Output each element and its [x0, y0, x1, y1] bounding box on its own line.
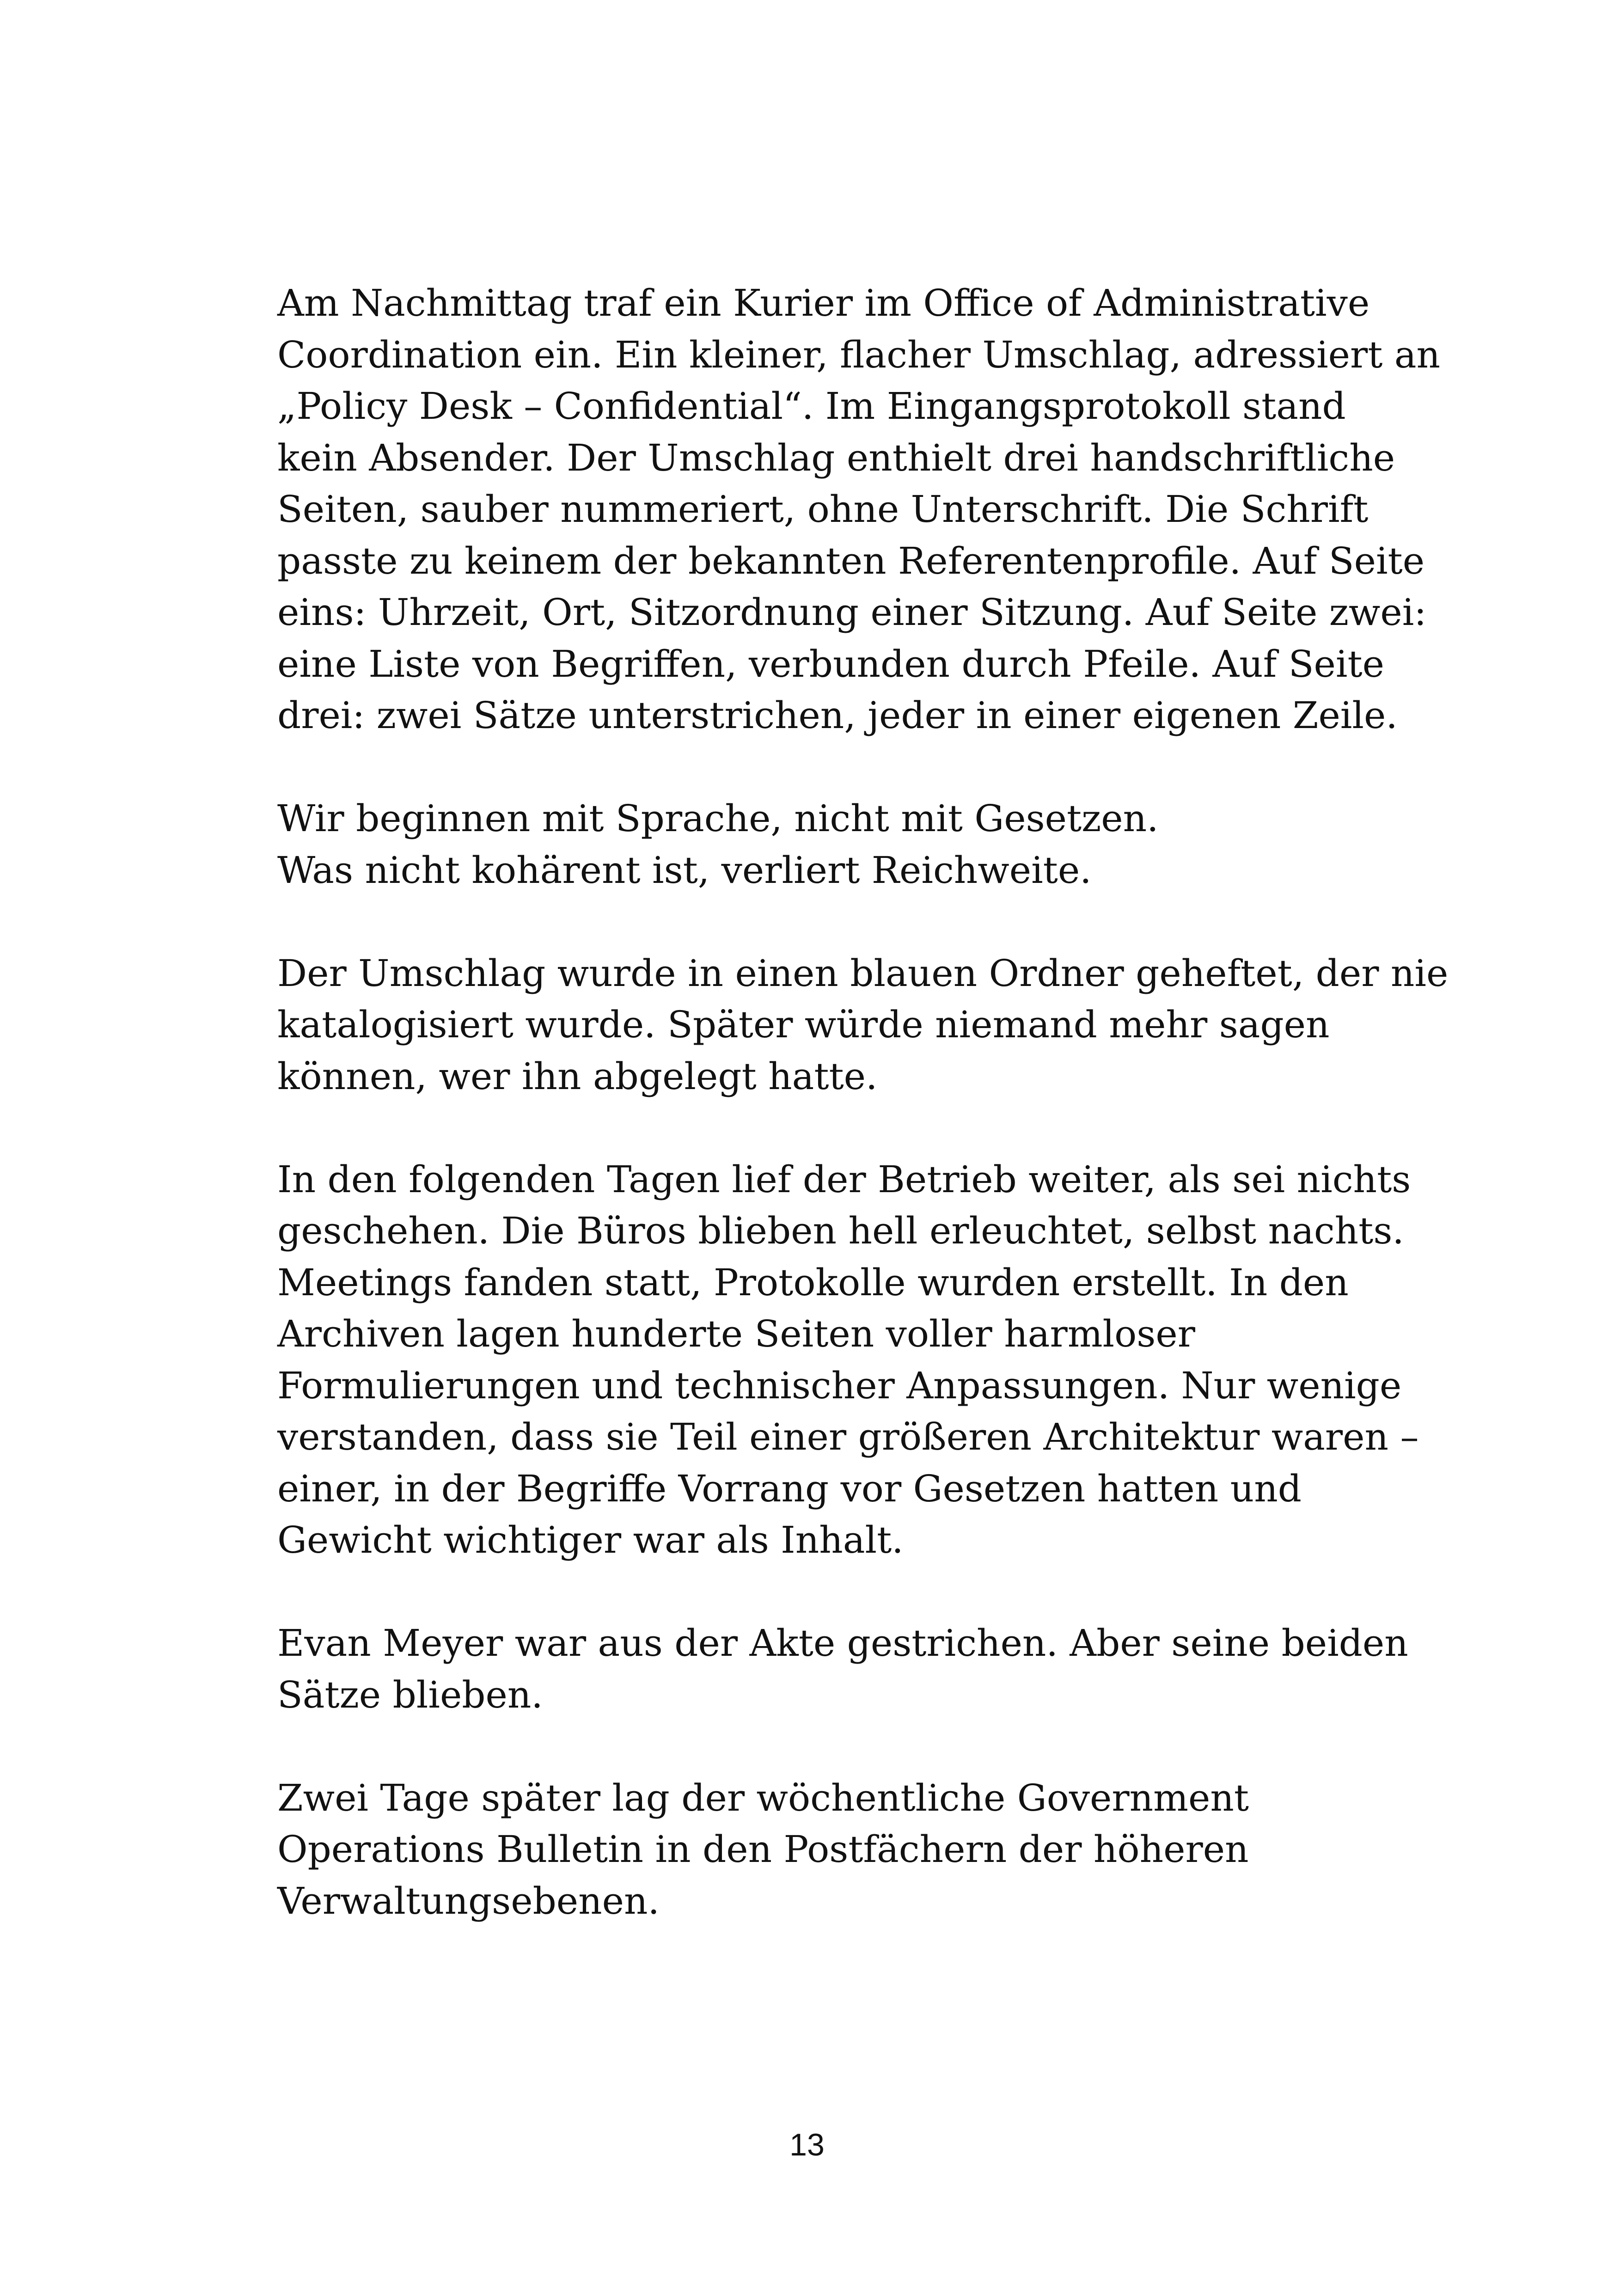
text-line: Formulierungen und technischer Anpassungen. Nur wenige [277, 1364, 1402, 1407]
text-line: Archiven lagen hunderte Seiten voller harmloser [277, 1312, 1195, 1355]
paragraph-spacer [277, 896, 1387, 948]
text-line: eins: Uhrzeit, Ort, Sitzordnung einer Sitzung. Auf Seite zwei: [277, 591, 1427, 634]
paragraph [277, 277, 1441, 741]
paragraph-spacer [277, 1566, 1387, 1618]
paragraph-spacer [277, 741, 1387, 793]
text-line: „Policy Desk – Confidential“. Im Eingangsprotokoll stand [277, 385, 1346, 428]
text-line: einer, in der Begriffe Vorrang vor Gesetzen hatten und [277, 1467, 1302, 1510]
text-line: Der Umschlag wurde in einen blauen Ordner geheftet, der nie [277, 951, 1449, 995]
body-text [277, 277, 1449, 1927]
text-line: Gewicht wichtiger war als Inhalt. [277, 1518, 904, 1561]
paragraph [277, 793, 1387, 896]
text-line: Coordination ein. Ein kleiner, flacher Umschlag, adressiert an [277, 333, 1441, 376]
text-line: Verwaltungsebenen. [277, 1879, 660, 1923]
text-line: In den folgenden Tagen lief der Betrieb weiter, als sei nichts [277, 1157, 1411, 1201]
paragraph [277, 1772, 1387, 1927]
text-line: geschehen. Die Büros blieben hell erleuchtet, selbst nachts. [277, 1209, 1404, 1252]
text-line: kein Absender. Der Umschlag enthielt drei handschriftliche [277, 436, 1395, 479]
text-line: drei: zwei Sätze unterstrichen, jeder in einer eigenen Zeile. [277, 694, 1398, 737]
text-line: können, wer ihn abgelegt hatte. [277, 1054, 878, 1098]
paragraph [277, 948, 1449, 1102]
text-line: Seiten, sauber nummeriert, ohne Unterschrift. Die Schrift [277, 488, 1369, 531]
text-line: Meetings fanden statt, Protokolle wurden erstellt. In den [277, 1261, 1349, 1304]
paragraph [277, 1617, 1408, 1720]
paragraph-spacer [277, 1102, 1387, 1154]
text-line: Operations Bulletin in den Postfächern der höheren [277, 1828, 1249, 1871]
text-line: Evan Meyer war aus der Akte gestrichen. Aber seine beiden [277, 1622, 1408, 1665]
text-line: verstanden, dass sie Teil einer größeren Architektur waren – [277, 1415, 1419, 1458]
text-line: eine Liste von Begriffen, verbunden durch Pfeile. Auf Seite [277, 642, 1384, 686]
page-number: 13 [789, 2127, 825, 2162]
paragraph [277, 1154, 1419, 1566]
text-line: Am Nachmittag traf ein Kurier im Office of Administrative [277, 282, 1370, 325]
text-line: Zwei Tage später lag der wöchentliche Government [277, 1776, 1249, 1819]
text-line: passte zu keinem der bekannten Referentenprofile. Auf Seite [277, 539, 1425, 582]
text-line: katalogisiert wurde. Später würde niemand mehr sagen [277, 1003, 1330, 1046]
text-line: Sätze blieben. [277, 1673, 543, 1716]
text-line: Was nicht kohärent ist, verliert Reichweite. [277, 848, 1092, 892]
paragraph-spacer [277, 1720, 1387, 1772]
text-line: Wir beginnen mit Sprache, nicht mit Gesetzen. [277, 797, 1159, 840]
